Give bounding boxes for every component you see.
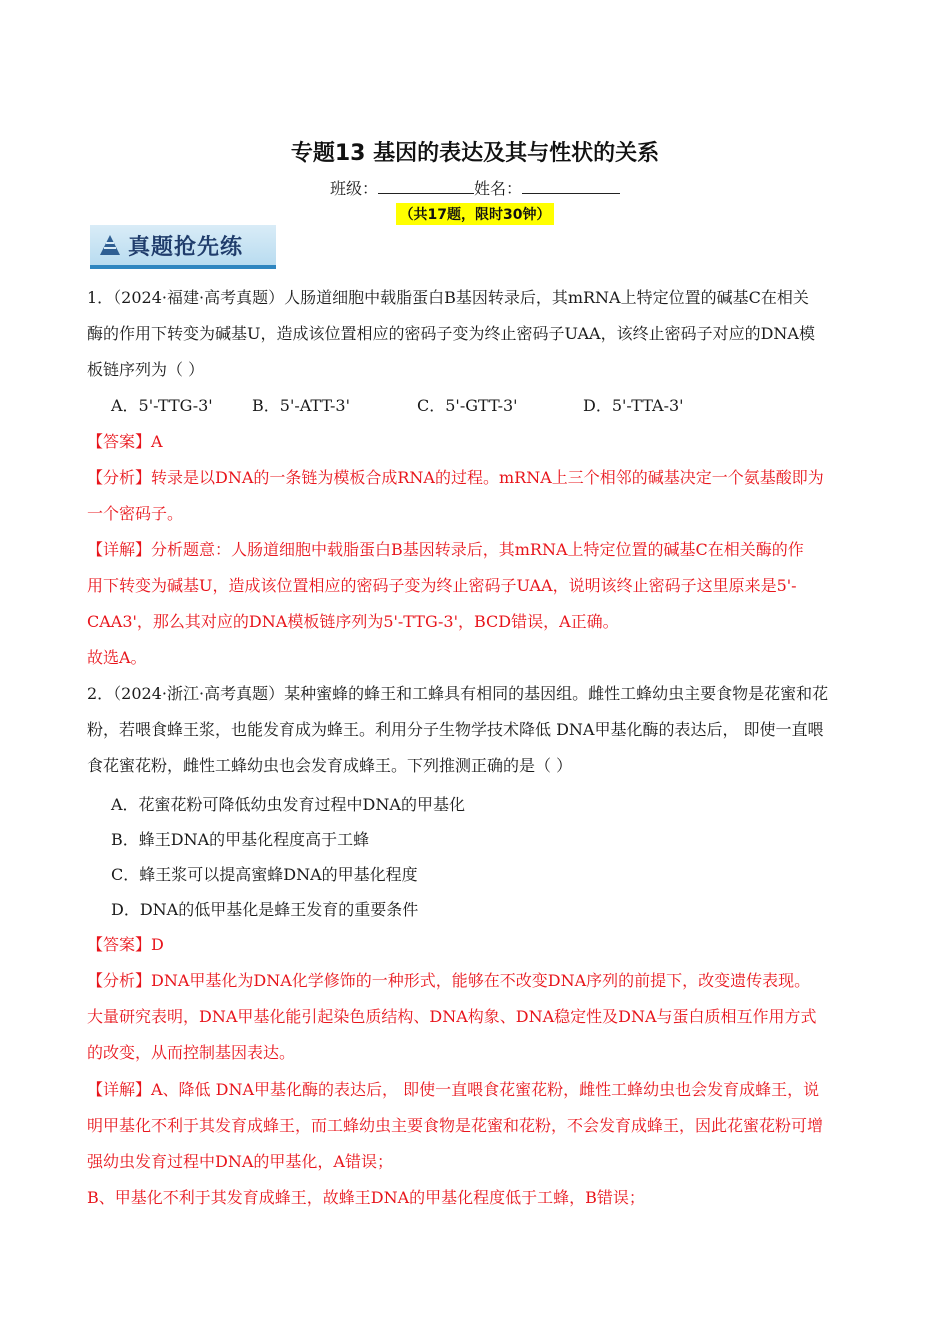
- q2-answer: 【答案】D: [87, 935, 164, 954]
- time-limit-note: （共17题，限时30钟）: [396, 203, 555, 225]
- pyramid-icon: [98, 233, 122, 257]
- q2-stem-line: 2．（2024·浙江·高考真题）某种蜜蜂的蜂王和工蜂具有相同的基因组。雌性工蜂幼虫主要食物是花蜜和花: [87, 684, 829, 703]
- q2-analysis-line: 的改变，从而控制基因表达。: [87, 1043, 296, 1062]
- q1-stem-line: 板链序列为（ ）: [87, 360, 205, 379]
- class-name-line: [0, 176, 950, 199]
- q1-detail: [87, 532, 867, 676]
- q2-option-a: A．花蜜花粉可降低幼虫发育过程中DNA的甲基化: [111, 795, 465, 814]
- q1-option-a: A．5'-TTG-3': [111, 396, 213, 415]
- q1-detail-line: 用下转变为碱基U，造成该位置相应的密码子变为终止密码子UAA，说明该终止密码子这里原来是5'-: [87, 576, 797, 595]
- q1-stem-line: 酶的作用下转变为碱基U，造成该位置相应的密码子变为终止密码子UAA，该终止密码子对应的DNA模: [87, 324, 815, 343]
- q2-detail: [87, 1072, 867, 1216]
- limit-line: [0, 203, 950, 225]
- q1-detail-line: 【详解】分析题意：人肠道细胞中载脂蛋白B基因转录后，其mRNA上特定位置的碱基C在相关酶的作: [87, 540, 804, 559]
- q1-detail-line: 故选A。: [87, 648, 147, 667]
- q1-answer: 【答案】A: [87, 432, 163, 451]
- name-label: 姓名：: [474, 179, 523, 198]
- class-blank: [378, 179, 474, 194]
- q2-detail-line: B、甲基化不利于其发育成蜂王，故蜂王DNA的甲基化程度低于工蜂，B错误；: [87, 1188, 645, 1207]
- q2-analysis-line: 【分析】DNA甲基化为DNA化学修饰的一种形式，能够在不改变DNA序列的前提下，改变遗传表现。: [87, 971, 811, 990]
- name-blank: [522, 179, 620, 194]
- q2-option-b: B．蜂王DNA的甲基化程度高于工蜂: [111, 830, 370, 849]
- q1-option-d: D．5'-TTA-3': [583, 396, 684, 415]
- q2-analysis-line: 大量研究表明，DNA甲基化能引起染色质结构、DNA构象、DNA稳定性及DNA与蛋白质相互作用方式: [87, 1007, 817, 1026]
- q2-detail-line: 强幼虫发育过程中DNA的甲基化，A错误；: [87, 1152, 393, 1171]
- q2-analysis: [87, 963, 867, 1071]
- q1-option-b: B．5'-ATT-3': [252, 396, 350, 415]
- q2-option-c: C．蜂王浆可以提高蜜蜂DNA的甲基化程度: [111, 865, 418, 884]
- page-title: 专题13 基因的表达及其与性状的关系: [290, 141, 660, 166]
- q1-stem: [87, 280, 867, 388]
- q2-stem-line: 食花蜜花粉，雌性工蜂幼虫也会发育成蜂王。下列推测正确的是（ ）: [87, 756, 573, 775]
- q1-analysis-line: 一个密码子。: [87, 504, 184, 523]
- q1-analysis-line: 【分析】转录是以DNA的一条链为模板合成RNA的过程。mRNA上三个相邻的碱基决定一个氨基酸即为: [87, 468, 824, 487]
- q2-detail-line: 【详解】A、降低 DNA甲基化酶的表达后， 即使一直喂食花蜜花粉，雌性工蜂幼虫也会发育成蜂王，说: [87, 1080, 820, 1099]
- q2-stem-line: 粉，若喂食蜂王浆，也能发育成为蜂王。利用分子生物学技术降低 DNA甲基化酶的表达后， 即使一直喂: [87, 720, 824, 739]
- q1-option-c: C．5'-GTT-3': [417, 396, 518, 415]
- q2-option-d: D．DNA的低甲基化是蜂王发育的重要条件: [111, 900, 419, 919]
- q1-analysis: [87, 460, 867, 532]
- class-label: 班级：: [329, 179, 378, 198]
- q2-detail-line: 明甲基化不利于其发育成蜂王，而工蜂幼虫主要食物是花蜜和花粉，不会发育成蜂王，因此花蜜花粉可增: [87, 1116, 824, 1135]
- q2-stem: [87, 676, 867, 784]
- section-banner: [90, 225, 276, 269]
- q1-detail-line: CAA3'，那么其对应的DNA模板链序列为5'-TTG-3'，BCD错误，A正确。: [87, 612, 619, 631]
- q1-stem-line: 1．（2024·福建·高考真题）人肠道细胞中载脂蛋白B基因转录后，其mRNA上特定位置的碱基C在相关: [87, 288, 809, 307]
- banner-label: 真题抢先练: [128, 234, 244, 260]
